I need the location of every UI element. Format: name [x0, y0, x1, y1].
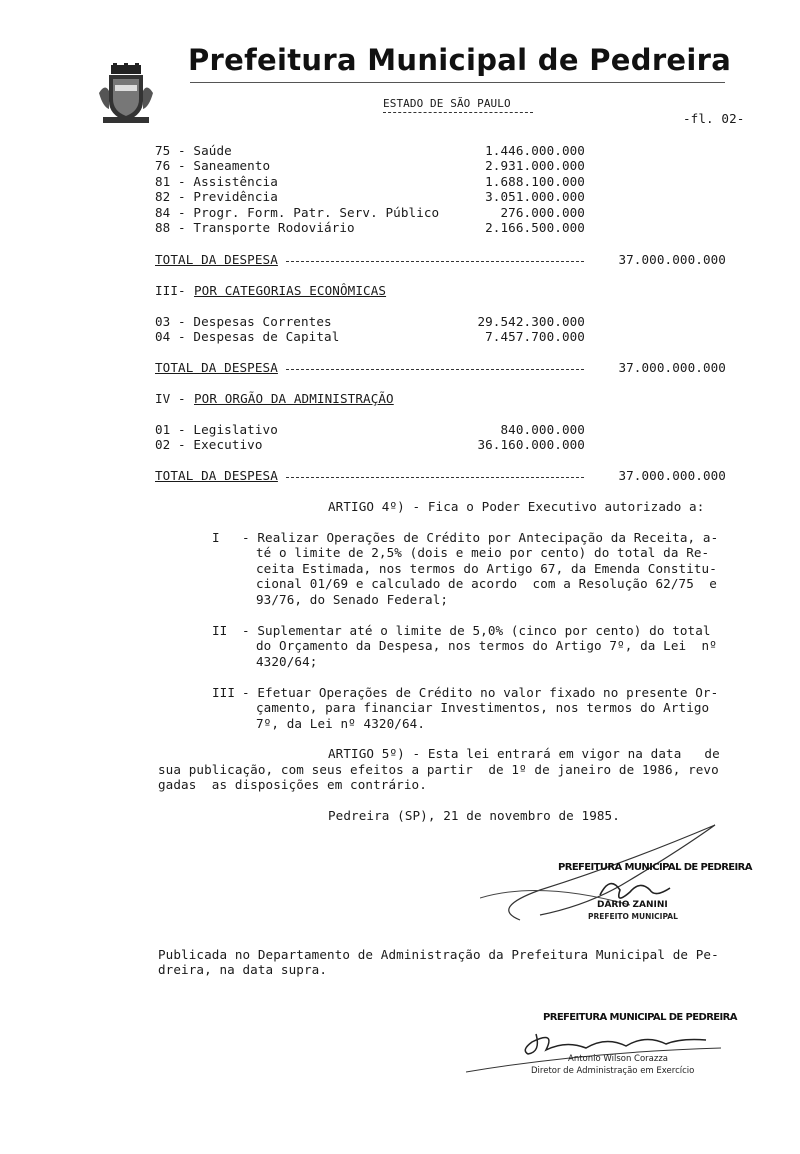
item-label: 81 - Assistência — [155, 174, 278, 189]
page-title: Prefeitura Municipal de Pedreira — [188, 43, 732, 77]
text-line: ceita Estimada, nos termos do Artigo 67, da Emenda Constitu- — [256, 561, 717, 576]
section-iii-title: POR CATEGORIAS ECONÔMICAS — [194, 283, 387, 298]
state-label: ESTADO DE SÃO PAULO — [383, 97, 511, 110]
item-value: 1.446.000.000 — [485, 143, 585, 158]
text-line: 4320/64; — [256, 654, 318, 669]
text-line: sua publicação, com seus efeitos a partir de 1º de janeiro de 1986, revo — [158, 762, 719, 777]
state-rule — [383, 112, 533, 113]
item-value: 840.000.000 — [500, 422, 585, 437]
text-line: cional 01/69 e calculado de acordo com a Resolução 62/75 e — [256, 576, 717, 591]
text-line: - Realizar Operações de Crédito por Antecipação da Receita, a- — [242, 530, 719, 545]
title-rule — [190, 82, 725, 83]
item-label: 88 - Transporte Rodoviário — [155, 220, 355, 235]
item-numeral: III — [212, 685, 236, 700]
item-label: 04 - Despesas de Capital — [155, 329, 340, 344]
text-line: - Suplementar até o limite de 5,0% (cinco por cento) do total — [242, 623, 711, 638]
mayor-name: DARIO ZANINI — [597, 900, 668, 910]
text-line: 7º, da Lei nº 4320/64. — [256, 716, 426, 731]
item-value: 29.542.300.000 — [477, 314, 585, 329]
director-role: Diretor de Administração em Exercício — [531, 1066, 695, 1076]
item-label: 01 - Legislativo — [155, 422, 278, 437]
date-line: Pedreira (SP), 21 de novembro de 1985. — [328, 808, 620, 823]
text-line: ARTIGO 5º) - Esta lei entrará em vigor na data de — [328, 746, 720, 761]
page-reference: -fl. 02- — [683, 111, 745, 126]
item-value: 2.931.000.000 — [485, 158, 585, 173]
item-value: 1.688.100.000 — [485, 174, 585, 189]
total-value: 37.000.000.000 — [618, 360, 726, 375]
section-iv-prefix: IV - — [155, 391, 186, 406]
item-numeral: I — [212, 530, 220, 545]
text-line: çamento, para financiar Investimentos, nos termos do Artigo — [256, 700, 710, 715]
text-line: dreira, na data supra. — [158, 962, 328, 977]
mayor-role: PREFEITO MUNICIPAL — [588, 912, 678, 921]
total-leader — [286, 369, 584, 370]
item-label: 82 - Previdência — [155, 189, 278, 204]
crest-logo — [78, 44, 136, 106]
section-iv-title: POR ORGÃO DA ADMINISTRAÇÃO — [194, 391, 394, 406]
total-value: 37.000.000.000 — [618, 468, 726, 483]
text-line: té o limite de 2,5% (dois e meio por cento) do total da Re- — [256, 545, 710, 560]
total-label: TOTAL DA DESPESA — [155, 252, 278, 267]
mayor-stamp: PREFEITURA MUNICIPAL DE PEDREIRA — [558, 862, 752, 873]
text-line: 93/76, do Senado Federal; — [256, 592, 449, 607]
section-iii-prefix: III- — [155, 283, 186, 298]
total-value: 37.000.000.000 — [618, 252, 726, 267]
item-numeral: II — [212, 623, 228, 638]
item-label: 02 - Executivo — [155, 437, 263, 452]
item-value: 276.000.000 — [500, 205, 585, 220]
item-label: 84 - Progr. Form. Patr. Serv. Público — [155, 205, 440, 220]
item-value: 2.166.500.000 — [485, 220, 585, 235]
director-stamp: PREFEITURA MUNICIPAL DE PEDREIRA — [543, 1012, 737, 1023]
total-leader — [286, 261, 584, 262]
item-label: 03 - Despesas Correntes — [155, 314, 332, 329]
total-label: TOTAL DA DESPESA — [155, 468, 278, 483]
total-label: TOTAL DA DESPESA — [155, 360, 278, 375]
total-leader — [286, 477, 584, 478]
text-line: gadas as disposições em contrário. — [158, 777, 427, 792]
artigo-4-heading: ARTIGO 4º) - Fica o Poder Executivo autorizado a: — [328, 499, 705, 514]
item-value: 36.160.000.000 — [477, 437, 585, 452]
item-label: 76 - Saneamento — [155, 158, 271, 173]
item-value: 3.051.000.000 — [485, 189, 585, 204]
item-value: 7.457.700.000 — [485, 329, 585, 344]
item-label: 75 - Saúde — [155, 143, 232, 158]
director-name: Antonio Wilson Corazza — [568, 1054, 669, 1064]
text-line: do Orçamento da Despesa, nos termos do Artigo 7º, da Lei nº — [256, 638, 717, 653]
text-line: Publicada no Departamento de Administração da Prefeitura Municipal de Pe- — [158, 947, 719, 962]
text-line: - Efetuar Operações de Crédito no valor fixado no presente Or- — [242, 685, 719, 700]
